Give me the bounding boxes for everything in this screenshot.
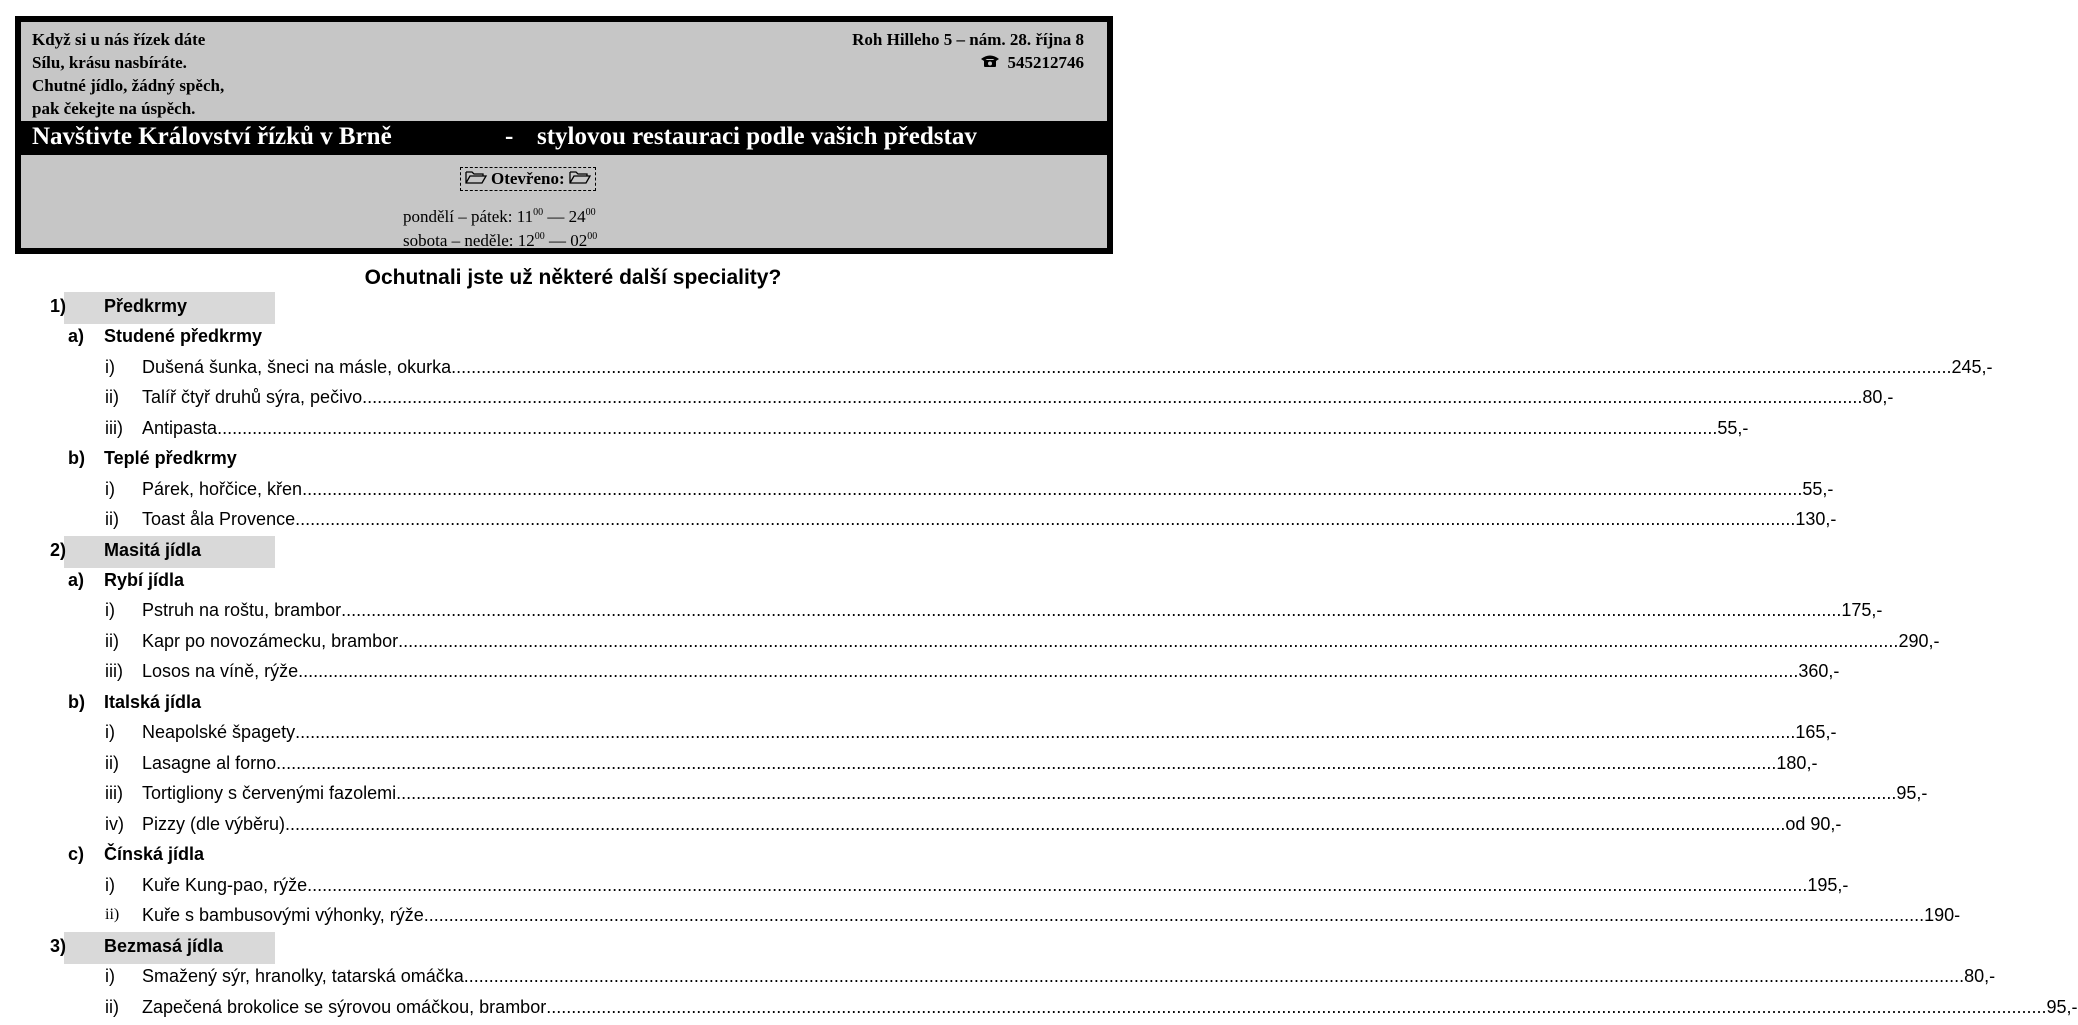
item-number: iii) xyxy=(105,661,123,681)
open-folder-icon xyxy=(569,169,591,189)
section-number: 3) xyxy=(50,936,67,956)
banner-dash: - xyxy=(505,123,514,150)
dot-leader: ............................................................................................................................................................................................................................................................................................................ xyxy=(546,997,2047,1017)
subsection-letter: b) xyxy=(68,448,85,468)
menu-item xyxy=(105,961,1996,991)
weekday-hours xyxy=(403,205,597,229)
menu-item xyxy=(105,778,1928,808)
subsection-title: Italská jídla xyxy=(104,692,202,712)
item-price: 190- xyxy=(1924,905,1961,925)
opening-label-text: Otevřeno: xyxy=(491,169,565,188)
item-name: Párek, hořčice, křen xyxy=(142,479,303,499)
section-title: Bezmasá jídla xyxy=(104,936,224,956)
menu-item xyxy=(105,413,1749,443)
item-price: 95,- xyxy=(2046,997,2078,1017)
item-number: ii) xyxy=(105,387,119,407)
item-name: Kuře s bambusovými výhonky, rýže xyxy=(142,905,424,925)
section-number: 2) xyxy=(50,540,67,560)
banner-title: Navštivte Království řízků v Brně xyxy=(32,123,392,150)
item-name: Kapr po novozámecku, brambor xyxy=(142,631,399,651)
banner-subtitle: stylovou restauraci podle vašich představ xyxy=(537,123,977,150)
banner xyxy=(21,121,1107,155)
subsection-letter: b) xyxy=(68,692,85,712)
item-price: 175,- xyxy=(1841,600,1883,620)
menu-item xyxy=(105,504,1837,534)
menu-item xyxy=(105,870,1849,900)
menu-item xyxy=(105,717,1837,747)
item-number: i) xyxy=(105,600,115,620)
item-number: iii) xyxy=(105,783,123,803)
dot-leader: ............................................................................................................................................................................................................................................................................................................ xyxy=(217,418,1718,438)
dot-leader: ............................................................................................................................................................................................................................................................................................................ xyxy=(276,753,1777,773)
dot-leader: ............................................................................................................................................................................................................................................................................................................ xyxy=(295,509,1796,529)
dot-leader: ............................................................................................................................................................................................................................................................................................................ xyxy=(307,875,1808,895)
subsection-letter: c) xyxy=(68,844,85,864)
opening-hours-label xyxy=(460,167,596,191)
menu-title: Ochutnali jste už některé další speciality? xyxy=(364,266,782,289)
dot-leader: ............................................................................................................................................................................................................................................................................................................ xyxy=(396,783,1897,803)
menu-item xyxy=(105,992,2078,1022)
dot-leader: ............................................................................................................................................................................................................................................................................................................ xyxy=(362,387,1863,407)
item-number: ii) xyxy=(105,509,119,529)
dot-leader: ............................................................................................................................................................................................................................................................................................................ xyxy=(295,722,1796,742)
item-name: Dušená šunka, šneci na másle, okurka xyxy=(142,357,452,377)
item-name: Tortigliony s červenými fazolemi xyxy=(142,783,397,803)
item-number: ii) xyxy=(105,753,119,773)
weekend-open-hour: 12 xyxy=(517,231,535,250)
weekday-open-hour: 11 xyxy=(516,207,534,226)
subsection-title: Studené předkrmy xyxy=(104,326,263,346)
weekend-open-minute: 00 xyxy=(534,231,545,242)
item-price: 290,- xyxy=(1898,631,1940,651)
section-number: 1) xyxy=(50,296,67,316)
item-price: 55,- xyxy=(1802,479,1834,499)
weekend-label: sobota – neděle: xyxy=(403,231,518,250)
poem-line: Když si u nás řízek dáte xyxy=(32,30,206,49)
section-title: Předkrmy xyxy=(104,296,188,316)
item-name: Pizzy (dle výběru) xyxy=(142,814,286,834)
weekend-close-hour: 02 xyxy=(570,231,588,250)
item-number: iv) xyxy=(105,814,124,834)
item-price: 245,- xyxy=(1951,357,1993,377)
item-number: i) xyxy=(105,722,115,742)
dot-leader: ............................................................................................................................................................................................................................................................................................................ xyxy=(398,631,1899,651)
phone-row xyxy=(980,51,1085,74)
section-title: Masitá jídla xyxy=(104,540,202,560)
subsection-title: Rybí jídla xyxy=(104,570,185,590)
poem-line: pak čekejte na úspěch. xyxy=(32,99,196,118)
weekday-open-minute: 00 xyxy=(533,207,544,218)
subsection-title: Čínská jídla xyxy=(104,844,205,864)
address-text: Roh Hilleho 5 – nám. 28. října 8 xyxy=(852,30,1084,49)
item-number: i) xyxy=(105,357,115,377)
opening-hours xyxy=(403,205,597,253)
time-separator: — xyxy=(544,231,571,250)
item-price: 130,- xyxy=(1795,509,1837,529)
dot-leader: ............................................................................................................................................................................................................................................................................................................ xyxy=(285,814,1786,834)
weekend-hours xyxy=(403,229,597,253)
item-name: Talíř čtyř druhů sýra, pečivo xyxy=(142,387,363,407)
item-number: i) xyxy=(105,966,115,986)
item-number: ii) xyxy=(105,631,119,651)
item-price: 80,- xyxy=(1964,966,1996,986)
item-price: od 90,- xyxy=(1785,814,1842,834)
item-name: Antipasta xyxy=(142,418,218,438)
menu-item xyxy=(105,382,1894,412)
time-separator: — xyxy=(543,207,569,226)
weekday-label: pondělí – pátek: xyxy=(403,207,517,226)
item-price: 195,- xyxy=(1807,875,1849,895)
item-price: 95,- xyxy=(1896,783,1928,803)
restaurant-header xyxy=(15,16,1113,254)
menu-item xyxy=(105,809,1842,839)
weekday-close-hour: 24 xyxy=(568,207,586,226)
dot-leader: ............................................................................................................................................................................................................................................................................................................ xyxy=(298,661,1799,681)
menu-item xyxy=(105,595,1883,625)
item-name: Zapečená brokolice se sýrovou omáčkou, brambor xyxy=(142,997,547,1017)
item-price: 165,- xyxy=(1795,722,1837,742)
dot-leader: ............................................................................................................................................................................................................................................................................................................ xyxy=(423,905,1925,925)
item-name: Losos na víně, rýže xyxy=(142,661,299,681)
item-number: ii) xyxy=(105,997,119,1017)
dot-leader: ............................................................................................................................................................................................................................................................................................................ xyxy=(463,966,1965,986)
menu-item xyxy=(105,900,1961,930)
menu-item xyxy=(105,352,1993,382)
menu-item xyxy=(105,656,1840,686)
weekday-close-minute: 00 xyxy=(585,207,596,218)
dot-leader: ............................................................................................................................................................................................................................................................................................................ xyxy=(341,600,1842,620)
menu-item xyxy=(105,748,1818,778)
item-price: 80,- xyxy=(1862,387,1894,407)
slogan-poem xyxy=(32,28,224,120)
item-number: i) xyxy=(105,479,115,499)
open-folder-icon xyxy=(465,169,487,189)
item-name: Lasagne al forno xyxy=(142,753,277,773)
item-name: Smažený sýr, hranolky, tatarská omáčka xyxy=(142,966,464,986)
telephone-icon xyxy=(980,51,1000,74)
dot-leader: ............................................................................................................................................................................................................................................................................................................ xyxy=(451,357,1952,377)
menu-item xyxy=(105,474,1834,504)
item-name: Toast åla Provence xyxy=(142,509,296,529)
weekend-close-minute: 00 xyxy=(587,231,598,242)
subsection-letter: a) xyxy=(68,326,85,346)
item-number: i) xyxy=(105,875,115,895)
poem-line: Sílu, krásu nasbíráte. xyxy=(32,53,187,72)
item-name: Neapolské špagety xyxy=(142,722,296,742)
subsection-title: Teplé předkrmy xyxy=(104,448,237,468)
item-price: 180,- xyxy=(1776,753,1818,773)
item-number: ii) xyxy=(105,906,120,923)
item-price: 55,- xyxy=(1717,418,1749,438)
item-name: Pstruh na roštu, brambor xyxy=(142,600,342,620)
subsection-letter: a) xyxy=(68,570,85,590)
poem-line: Chutné jídlo, žádný spěch, xyxy=(32,76,225,95)
item-number: iii) xyxy=(105,418,123,438)
menu-item xyxy=(105,626,1940,656)
item-price: 360,- xyxy=(1798,661,1840,681)
item-name: Kuře Kung-pao, rýže xyxy=(142,875,308,895)
phone-number: 545212746 xyxy=(1007,53,1084,72)
contact-block xyxy=(852,28,1084,74)
dot-leader: ............................................................................................................................................................................................................................................................................................................ xyxy=(302,479,1803,499)
